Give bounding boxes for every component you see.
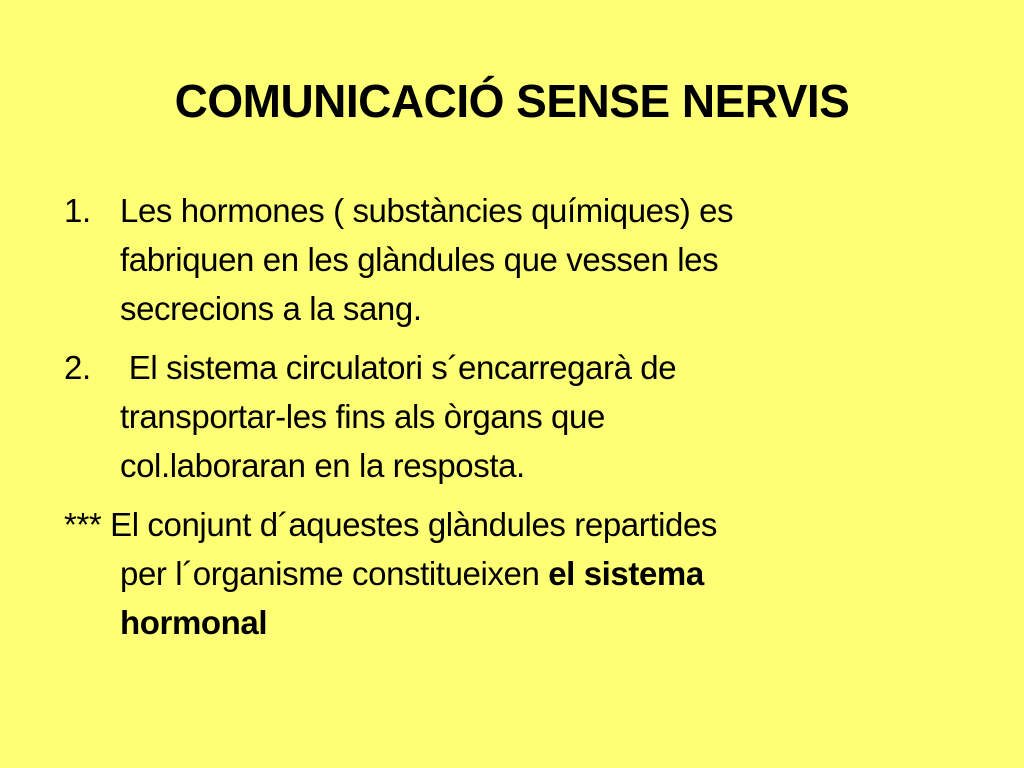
list-item-line: Les hormones ( substàncies químiques) es — [120, 192, 734, 229]
note-text: per l´organisme constitueixen — [120, 555, 549, 592]
note-bold-line: hormonal — [120, 604, 268, 641]
slide-title: COMUNICACIÓ SENSE NERVIS — [174, 75, 850, 127]
list-item-number: 1. — [64, 192, 91, 229]
list-item-line: col.laboraran en la resposta. — [120, 447, 525, 484]
list-item-line: transportar-les fins als òrgans que — [120, 398, 605, 435]
note-bold-text: el sistema — [548, 555, 704, 592]
note-line: *** El conjunt d´aquestes glàndules repartides — [64, 506, 718, 543]
list-item-line: secrecions a la sang. — [120, 290, 422, 327]
list-item-line: El sistema circulatori s´encarregarà de — [120, 349, 677, 386]
list-item-line: fabriquen en les glàndules que vessen les — [120, 241, 719, 278]
list-item-number: 2. — [64, 349, 91, 386]
note-line — [120, 549, 704, 598]
